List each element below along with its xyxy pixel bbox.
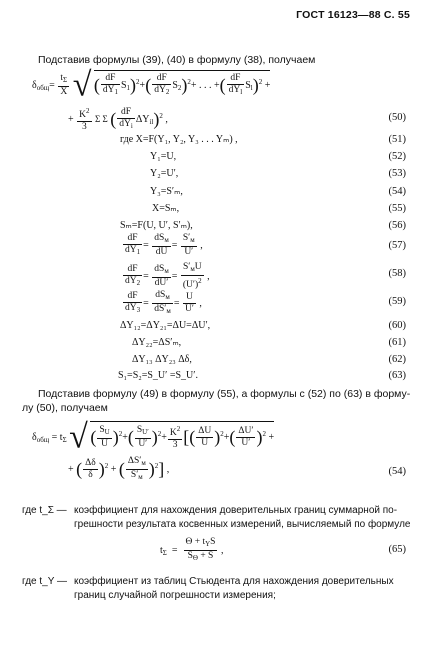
- formula-50-line2: + $\frac{K^2}{3}$ Σ Σ ( $\frac{dF}{dY_i}$ $\Delta Y_{il})^2$ ,: [68, 107, 168, 132]
- eq-60: ΔY₁₂=ΔY₂₁=ΔU=ΔU′,: [120, 320, 211, 331]
- eq-55: X=Sₘ,: [152, 203, 180, 214]
- def-t-y-key: где t_Y —: [22, 576, 67, 587]
- eq-53: Y₂=U′,: [150, 168, 179, 179]
- formula-64-line2: + ( $\frac{\Delta\delta}{\delta}$ )$^2$ + ( $\frac{\Delta S'_м}{S'_м}$ )$^2$] ,: [68, 456, 170, 481]
- eq-number-58: (58): [388, 268, 406, 279]
- eq-61: ΔY₂₂=ΔS′ₘ,: [132, 337, 182, 348]
- eq-number-57: (57): [388, 240, 406, 251]
- eq-number-65: (65): [388, 544, 406, 555]
- eq-52: Y₁=U,: [150, 151, 177, 162]
- page-header: ГОСТ 16123—88 С. 55: [296, 9, 410, 21]
- eq-number-63: (63): [388, 370, 406, 381]
- intro-text-2b: лу (50), получаем: [22, 402, 108, 414]
- eq-63: S₁=S₂=S_U′ =S_U′.: [118, 370, 198, 381]
- eq-number-54: (54): [388, 186, 406, 197]
- eq-58: $\frac{dF}{dY_2}$ = $\frac{dS_м}{dU'}$ = $\frac{S'_мU}{(U')^2}$ ,: [125, 262, 210, 290]
- def-t-sigma-text: коэффициент для нахождения доверительных границ суммарной по-: [74, 505, 398, 516]
- eq-59: $\frac{dF}{dY_3}$ = $\frac{dS_м}{dS'_м}$ = $\frac{U}{U'}$ ,: [125, 290, 202, 315]
- def-t-sigma-key: где t_Σ —: [22, 505, 67, 516]
- eq-number-51: (51): [388, 134, 406, 145]
- eq-56: Sₘ=F(U, U′, S′ₘ),: [120, 220, 193, 231]
- eq-number-52: (52): [388, 151, 406, 162]
- eq-number-60: (60): [388, 320, 406, 331]
- eq-number-56: (56): [388, 220, 406, 231]
- eq-62: ΔY₁₃ ΔY₂₃ Δδ,: [132, 354, 192, 365]
- def-t-y-text-2: границ случайной погрешности измерения;: [74, 590, 276, 601]
- formula-64-line1: $\delta_{общ} = t_\Sigma$ √ ( $\frac{S_U}{U}$ )$^2$+( $\frac{S_{U'}}{U'}$ )$^2$+ $\frac{K^2}{3}$ [( $\frac{\Delta U}{U}$ )$^2$+( $\frac{\Delta U'}{U'}$ )$^2$ +: [32, 418, 275, 456]
- eq-number-53: (53): [388, 168, 406, 179]
- eq-54: Y₃=S′ₘ,: [150, 186, 183, 197]
- formula-50-line1: $\delta_{общ}=$ $\frac{t_\Sigma}{X}$ √ ( $\frac{dF}{dY_1}$ $S_1)^2+$( $\frac{dF}{dY_2}$ $S_2)^2+$ . . . +( $\frac{dF}{dY_l}$ $S_l)^2$ +: [32, 66, 271, 104]
- def-t-sigma-text-2: грешности результата косвенных измерений, вычисляемый по формуле: [74, 519, 411, 530]
- eq-number-59: (59): [388, 296, 406, 307]
- eq-number-61: (61): [388, 337, 406, 348]
- intro-text-2: Подставив формулу (49) в формулу (55), а формулы с (52) по (63) в форму-: [38, 388, 411, 400]
- intro-text-1: Подставив формулы (39), (40) в формулу (38), получаем: [38, 54, 316, 66]
- def-t-y-text: коэффициент из таблиц Стьюдента для нахождения доверительных: [74, 576, 394, 587]
- eq-number-64: (54): [388, 466, 406, 477]
- eq-65: $t_\Sigma$ = $\frac{\Theta + t_YS}{S_\Theta + S}$ ,: [160, 537, 224, 562]
- eq-51: где X=F(Y₁, Y₂, Y₃ . . . Yₘ) ,: [120, 134, 238, 145]
- eq-57: $\frac{dF}{dY_1}$ = $\frac{dS_м}{dU}$ = $\frac{S'_м}{U'}$ ,: [125, 233, 203, 257]
- eq-number-55: (55): [388, 203, 406, 214]
- eq-number-62: (62): [388, 354, 406, 365]
- eq-number-50: (50): [388, 112, 406, 123]
